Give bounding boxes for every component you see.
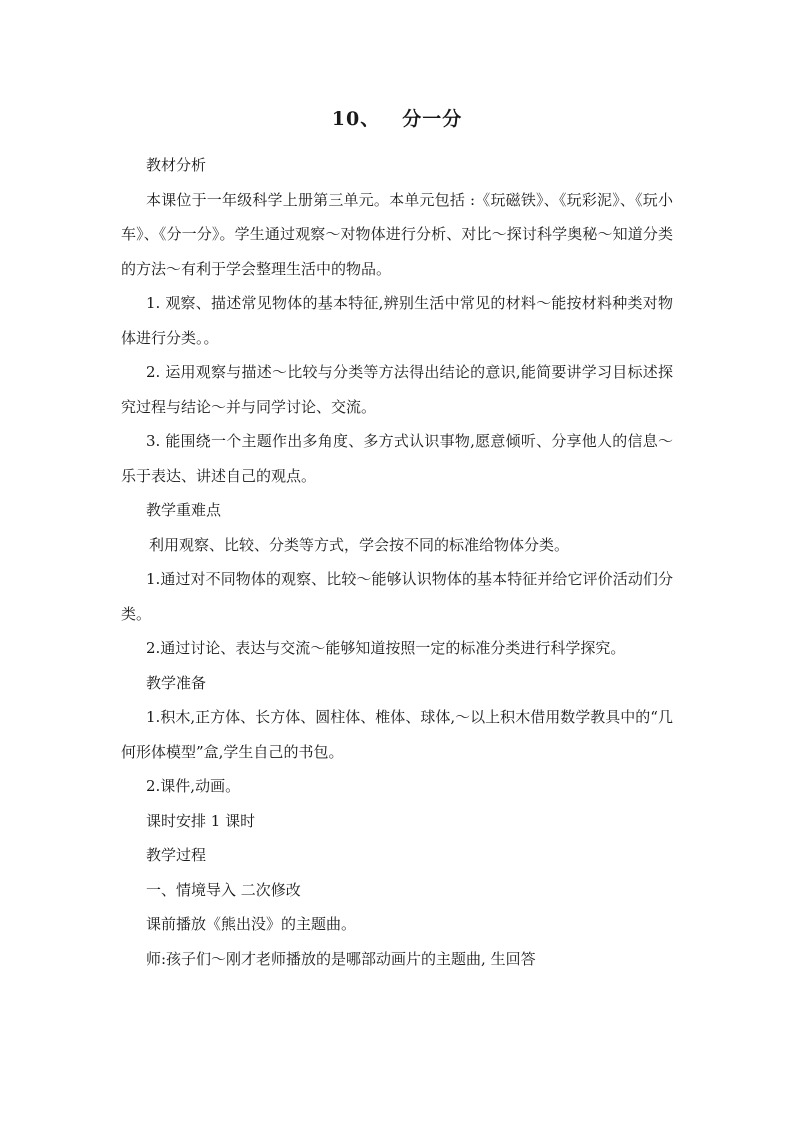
- paragraph: 师:孩子们～刚才老师播放的是哪部动画片的主题曲, 生回答: [146, 949, 536, 968]
- paragraph: 利用观察、比较、分类等方式，学会按不同的标准给物体分类。: [149, 535, 570, 554]
- paragraph: 1.通过对不同物体的观察、比较～能够认识物体的基本特征并给它评价活动们分类。: [121, 570, 673, 623]
- section-heading: 课时安排 1 课时: [146, 811, 256, 830]
- document-body: [121, 148, 673, 976]
- paragraph: 1.积木,正方体、长方体、圆柱体、椎体、球体,～以上积木借用数学教具中的“几何形体模型”盒,学生自己的书包。: [121, 708, 673, 761]
- section-heading: 教学准备: [146, 673, 207, 692]
- paragraph: 2.通过讨论、表达与交流～能够知道按照一定的标准分类进行科学探究。: [146, 639, 626, 657]
- section-heading: 教学过程: [146, 846, 207, 864]
- section-heading: 教材分析: [146, 156, 207, 174]
- paragraph: 3. 能围绕一个主题作出多角度、多方式认识事物,愿意倾听、分享他人的信息～乐于表达、讲述自己的观点。: [121, 432, 673, 485]
- section-heading: 教学重难点: [146, 501, 222, 519]
- paragraph: 课前播放《熊出没》的主题曲。: [146, 915, 357, 933]
- paragraph: 本课位于一年级科学上册第三单元。本单元包括 :《玩磁铁》、《玩彩泥》、《玩小车》、《分一分》。学生通过观察～对物体进行分析、对比～探讨科学奥秘～知道分类的方法～有利于学会整理生活中的物品。: [121, 190, 673, 278]
- document-title: [0, 104, 794, 131]
- paragraph: 1. 观察、描述常见物体的基本特征,辨别生活中常见的材料～能按材料种类对物体进行分类。。: [121, 294, 673, 347]
- paragraph: 一、情境导入 二次修改: [146, 880, 301, 899]
- title-number: 10、: [331, 108, 381, 130]
- paragraph: 2. 运用观察与描述～比较与分类等方法得出结论的意识,能简要讲学习目标述探究过程与结论～并与同学讨论、交流。: [121, 363, 673, 416]
- title-text: 分一分: [402, 108, 463, 130]
- paragraph: 2.课件,动画。: [146, 777, 241, 795]
